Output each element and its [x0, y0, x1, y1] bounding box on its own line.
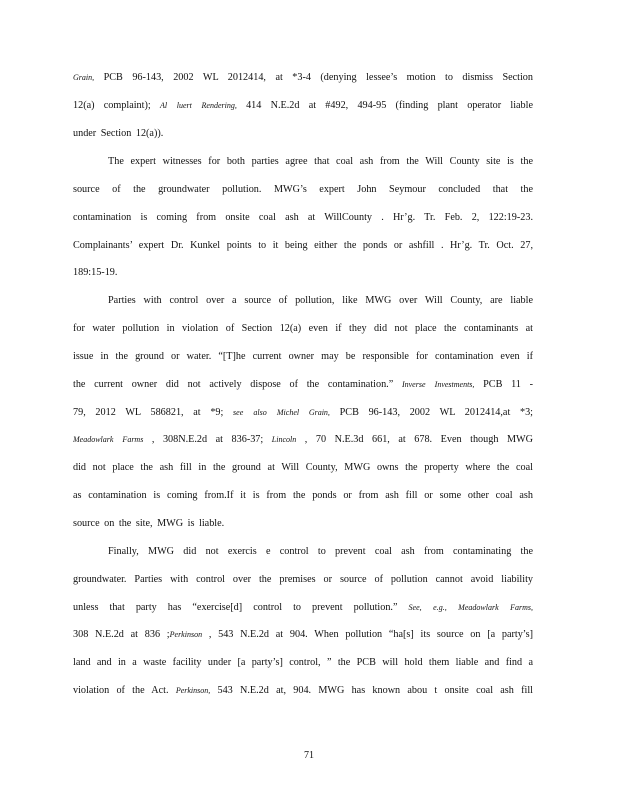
text-run: groundwater. Parties with control over the premises or source of pollution cannot avoid liability: [73, 574, 533, 585]
text-line: [73, 128, 533, 140]
text-line: [73, 379, 533, 391]
text-run: violation of the Act.: [73, 685, 176, 696]
text-line: [73, 407, 533, 419]
text-line: [73, 212, 533, 224]
text-run: [299, 407, 309, 418]
text-run: 189:15-19.: [73, 267, 118, 278]
text-line: [73, 72, 533, 84]
text-line: [73, 602, 533, 614]
text-run: for water pollution in violation of Section 12(a) even if they did not place the contaminants at: [73, 323, 533, 334]
text-run: , 543 N.E.2d at 904. When pollution “ha[s] its source on [a party’s]: [202, 629, 533, 640]
case-citation: Inverse Investments,: [401, 380, 475, 389]
text-run: PCB 96-143, 2002 WL 2012414, at *3-4 (denying lessee’s motion to dismiss Section: [94, 72, 533, 83]
text-run: Complainants’ expert Dr. Kunkel points to it being either the ponds or ashfill . Hr’g. Tr. Oct. 27,: [73, 240, 533, 251]
case-citation: Perkinson,: [175, 686, 211, 695]
case-citation: Perkinson: [169, 630, 203, 639]
case-citation: See, e.g., Meadowlark Farms,: [408, 603, 533, 612]
case-citation: see also Michel: [233, 408, 300, 417]
text-run: source on the site, MWG is liable.: [73, 518, 225, 529]
page-number: 71: [304, 750, 314, 761]
text-run: , 308N.E.2d at 836-37;: [143, 434, 272, 445]
text-line: [108, 295, 533, 307]
text-line: [108, 156, 533, 168]
case-citation: Lincoln: [271, 435, 297, 444]
text-run: , 70 N.E.3d 661, at 678. Even though MWG: [296, 434, 533, 445]
text-run: 414 N.E.2d at #492, 494-95 (finding plant operator liable: [236, 100, 533, 111]
case-citation: Al luert Rendering,: [159, 101, 237, 110]
text-run: 308 N.E.2d at 836 ;: [73, 629, 170, 640]
text-line: [73, 351, 533, 363]
case-citation: Meadowlark Farms: [73, 435, 144, 444]
text-line: [73, 657, 533, 669]
case-citation: Grain,: [308, 408, 330, 417]
text-run: 543 N.E.2d at, 904. MWG has known abou t onsite coal ash fill: [210, 685, 533, 696]
text-line: [73, 267, 533, 279]
case-citation: Grain,: [73, 73, 95, 82]
text-run: Finally, MWG did not exercis e control to prevent coal ash from contaminating the: [108, 546, 533, 557]
text-run: as contamination is coming from.If it is from the ponds or from ash fill or some other coal ash: [73, 490, 533, 501]
text-run: 12(a) complaint);: [73, 100, 160, 111]
text-line: [108, 546, 533, 558]
text-line: [73, 574, 533, 586]
text-line: [73, 100, 533, 112]
text-line: [73, 490, 533, 502]
text-run: source of the groundwater pollution. MWG’s expert John Seymour concluded that the: [73, 184, 533, 195]
text-run: The expert witnesses for both parties agree that coal ash from the Will County site is the: [108, 156, 533, 167]
text-run: land and in a waste facility under [a party’s] control, ” the PCB will hold them liable and find a: [73, 657, 533, 668]
text-run: under Section 12(a)).: [73, 128, 164, 139]
text-run: 79, 2012 WL 586821, at *9;: [73, 407, 234, 418]
text-line: [73, 629, 533, 641]
text-run: the current owner did not actively dispose of the contamination.”: [73, 379, 402, 390]
text-run: did not place the ash fill in the ground at Will County, MWG owns the property where the coal: [73, 462, 533, 473]
text-run: Parties with control over a source of pollution, like MWG over Will County, are liable: [108, 295, 533, 306]
text-run: contamination is coming from onsite coal ash at WillCounty . Hr’g. Tr. Feb. 2, 122:19-23.: [73, 212, 533, 223]
text-run: issue in the ground or water. “[T]he current owner may be responsible for contamination even if: [73, 351, 533, 362]
text-line: [73, 462, 533, 474]
text-line: [73, 518, 533, 530]
text-line: [73, 184, 533, 196]
text-run: unless that party has “exercise[d] control to prevent pollution.”: [73, 602, 409, 613]
text-line: [73, 685, 533, 697]
text-run: PCB 96-143, 2002 WL 2012414,at *3;: [329, 407, 533, 418]
text-line: [73, 240, 533, 252]
text-line: [73, 323, 533, 335]
text-line: [73, 434, 533, 446]
text-run: PCB 11 -: [474, 379, 533, 390]
